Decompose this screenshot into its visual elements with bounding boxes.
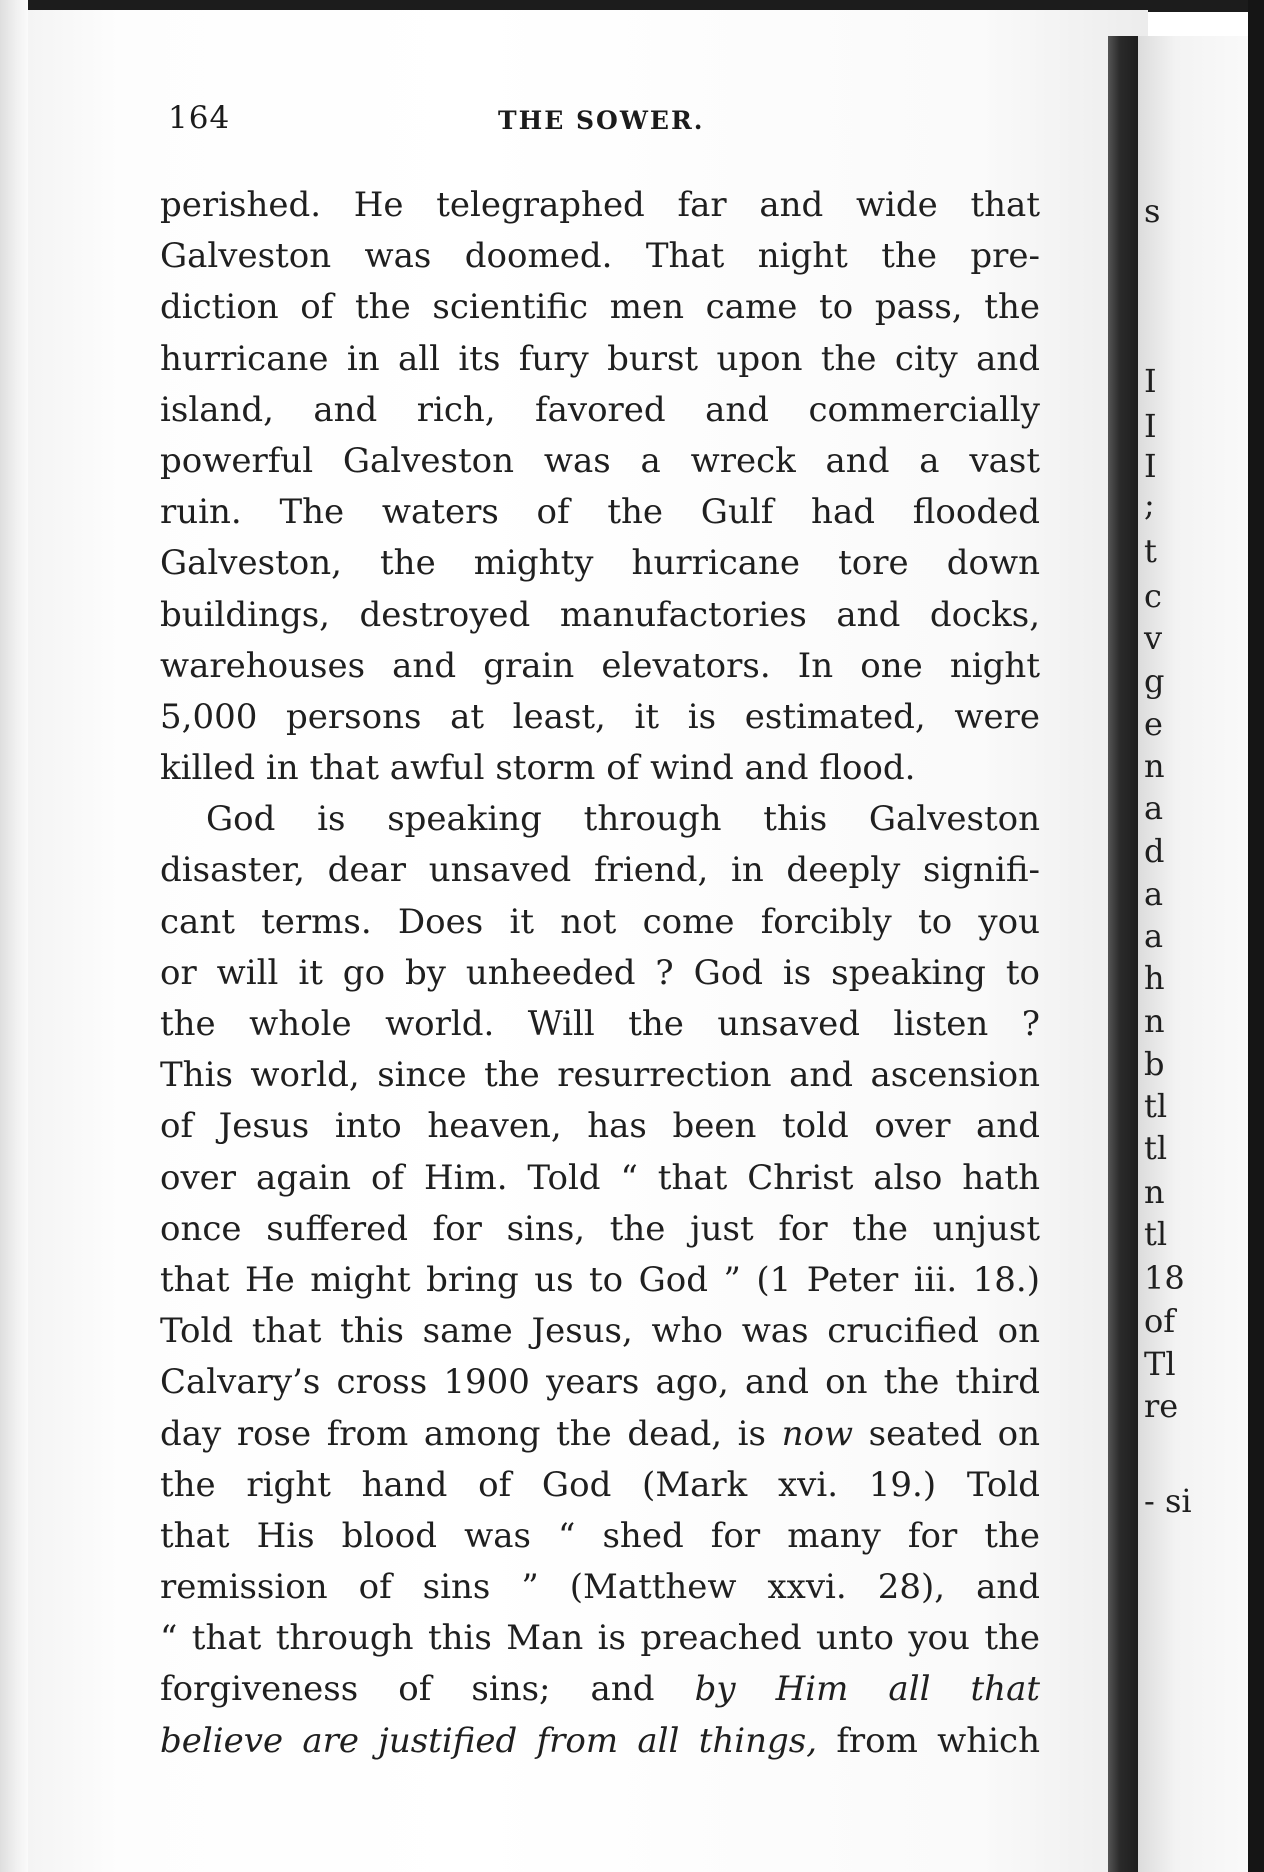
- line-text: seated on: [853, 1413, 1040, 1454]
- line-text: hurricane in all its fury burst upon the city and: [160, 338, 1040, 379]
- text-line: [160, 692, 1040, 743]
- text-line: [160, 1153, 1040, 1204]
- text-line: [160, 1101, 1040, 1152]
- text-line: [160, 1460, 1040, 1511]
- line-text: God is speaking through this Galveston: [206, 799, 1040, 840]
- facing-page-edge: [1138, 36, 1264, 1872]
- facing-page-fragment: Tl: [1144, 1345, 1176, 1383]
- facing-page-fragment: v: [1144, 619, 1163, 657]
- text-line: [160, 385, 1040, 436]
- text-line: [160, 334, 1040, 385]
- text-line: [160, 948, 1040, 999]
- facing-page-fragment: 18: [1144, 1259, 1185, 1297]
- facing-page-fragment: b: [1144, 1045, 1165, 1083]
- text-line: [160, 1511, 1040, 1562]
- facing-page-fragment: t: [1144, 532, 1157, 570]
- line-text: powerful Galveston was a wreck and a vast: [160, 440, 1040, 481]
- text-line: [160, 1306, 1040, 1357]
- text-line: [160, 1409, 1040, 1460]
- line-text: killed in that awful storm of wind and flood.: [160, 748, 916, 789]
- italic-text: by Him all that: [694, 1669, 1040, 1710]
- line-text: cant terms. Does it not come forcibly to you: [160, 901, 1040, 942]
- text-line: [160, 487, 1040, 538]
- facing-page-fragment: I: [1144, 407, 1157, 445]
- text-line: [160, 1664, 1040, 1715]
- text-line: [160, 1255, 1040, 1306]
- line-text: Galveston, the mighty hurricane tore down: [160, 543, 1040, 584]
- facing-page-fragment: a: [1144, 875, 1164, 913]
- line-text: perished. He telegraphed far and wide that: [160, 185, 1040, 225]
- line-text: disaster, dear unsaved friend, in deeply signifi-: [160, 850, 1040, 891]
- line-text: island, and rich, favored and commercially: [160, 389, 1040, 430]
- facing-page-fragment: d: [1144, 832, 1165, 870]
- text-line: [160, 1562, 1040, 1613]
- line-text: buildings, destroyed manufactories and docks,: [160, 594, 1040, 635]
- facing-page-fragment: s: [1144, 192, 1161, 230]
- facing-page-fragment: tl: [1144, 1087, 1168, 1125]
- line-text: or will it go by unheeded ? God is speaking to: [160, 952, 1040, 993]
- text-line: [160, 845, 1040, 896]
- line-text: once suffered for sins, the just for the unjust: [160, 1208, 1040, 1249]
- text-line: [160, 436, 1040, 487]
- facing-page-fragment: tl: [1144, 1215, 1168, 1253]
- page-header: [168, 100, 1030, 144]
- line-text: the whole world. Will the unsaved listen ?: [160, 1004, 1040, 1044]
- line-text: ruin. The waters of the Gulf had flooded: [160, 492, 1040, 533]
- facing-page-fragment: tl: [1144, 1129, 1168, 1167]
- line-text: that He might bring us to God ” (1 Peter iii. 18.): [160, 1259, 1040, 1300]
- scan-left-margin: [0, 0, 28, 1872]
- facing-page-fragment: a: [1144, 789, 1164, 827]
- facing-page-fragment: I: [1144, 447, 1157, 485]
- text-line: [160, 1357, 1040, 1408]
- text-line: [160, 1613, 1040, 1664]
- text-line: [160, 538, 1040, 589]
- text-line: [160, 282, 1040, 333]
- line-text: remission of sins ” (Matthew xxvi. 28), and: [160, 1567, 1040, 1608]
- text-line: [160, 590, 1040, 641]
- scan-right-border: [1248, 0, 1264, 1872]
- running-head: THE SOWER.: [498, 106, 705, 135]
- facing-page-fragment: h: [1144, 959, 1165, 997]
- text-line: [160, 794, 1040, 845]
- text-line: [160, 180, 1040, 231]
- line-text: over again of Him. Told “ that Christ also hath: [160, 1157, 1040, 1198]
- line-text: the right hand of God (Mark xvi. 19.) Told: [160, 1464, 1040, 1505]
- line-text: that His blood was “ shed for many for the: [160, 1515, 1040, 1556]
- line-text: day rose from among the dead, is: [160, 1413, 782, 1454]
- facing-page-fragment: re: [1144, 1387, 1179, 1425]
- text-line: [160, 1050, 1040, 1101]
- text-line: [160, 743, 1040, 794]
- italic-text: now: [781, 1413, 854, 1454]
- book-gutter: [1108, 36, 1138, 1872]
- text-line: [160, 897, 1040, 948]
- facing-page-fragment: - si: [1144, 1482, 1192, 1520]
- line-text: Told that this same Jesus, who was crucified on: [160, 1311, 1040, 1352]
- text-line: [160, 1716, 1040, 1767]
- facing-page-fragment: of: [1144, 1302, 1176, 1340]
- facing-page-fragment: ;: [1144, 485, 1155, 523]
- text-line: [160, 231, 1040, 282]
- text-line: [160, 1204, 1040, 1255]
- italic-text: believe are justified from all things,: [160, 1720, 818, 1761]
- facing-page-fragment: c: [1144, 577, 1162, 615]
- text-line: [160, 999, 1040, 1050]
- body-text: [160, 180, 1040, 1767]
- facing-page-fragment: a: [1144, 917, 1164, 955]
- line-text: diction of the scientific men came to pass, the: [160, 287, 1040, 328]
- line-text: warehouses and grain elevators. In one night: [160, 645, 1040, 686]
- page-number: 164: [168, 100, 231, 136]
- facing-page-fragment: e: [1144, 705, 1163, 743]
- facing-page-fragment: g: [1144, 662, 1165, 700]
- facing-page-fragment: n: [1144, 747, 1165, 785]
- facing-page-fragment: n: [1144, 1173, 1165, 1211]
- line-text: 5,000 persons at least, it is estimated, were: [160, 696, 1040, 737]
- text-line: [160, 641, 1040, 692]
- facing-page-fragment: I: [1144, 362, 1157, 400]
- line-text: forgiveness of sins; and: [160, 1669, 695, 1710]
- line-text: Galveston was doomed. That night the pre-: [160, 236, 1040, 277]
- line-text: Calvary’s cross 1900 years ago, and on the third: [160, 1362, 1040, 1403]
- line-text: from which: [817, 1720, 1040, 1761]
- facing-page-fragment: n: [1144, 1002, 1165, 1040]
- line-text: “ that through this Man is preached unto you the: [160, 1618, 1040, 1659]
- line-text: This world, since the resurrection and ascension: [160, 1055, 1040, 1096]
- line-text: of Jesus into heaven, has been told over and: [160, 1106, 1040, 1147]
